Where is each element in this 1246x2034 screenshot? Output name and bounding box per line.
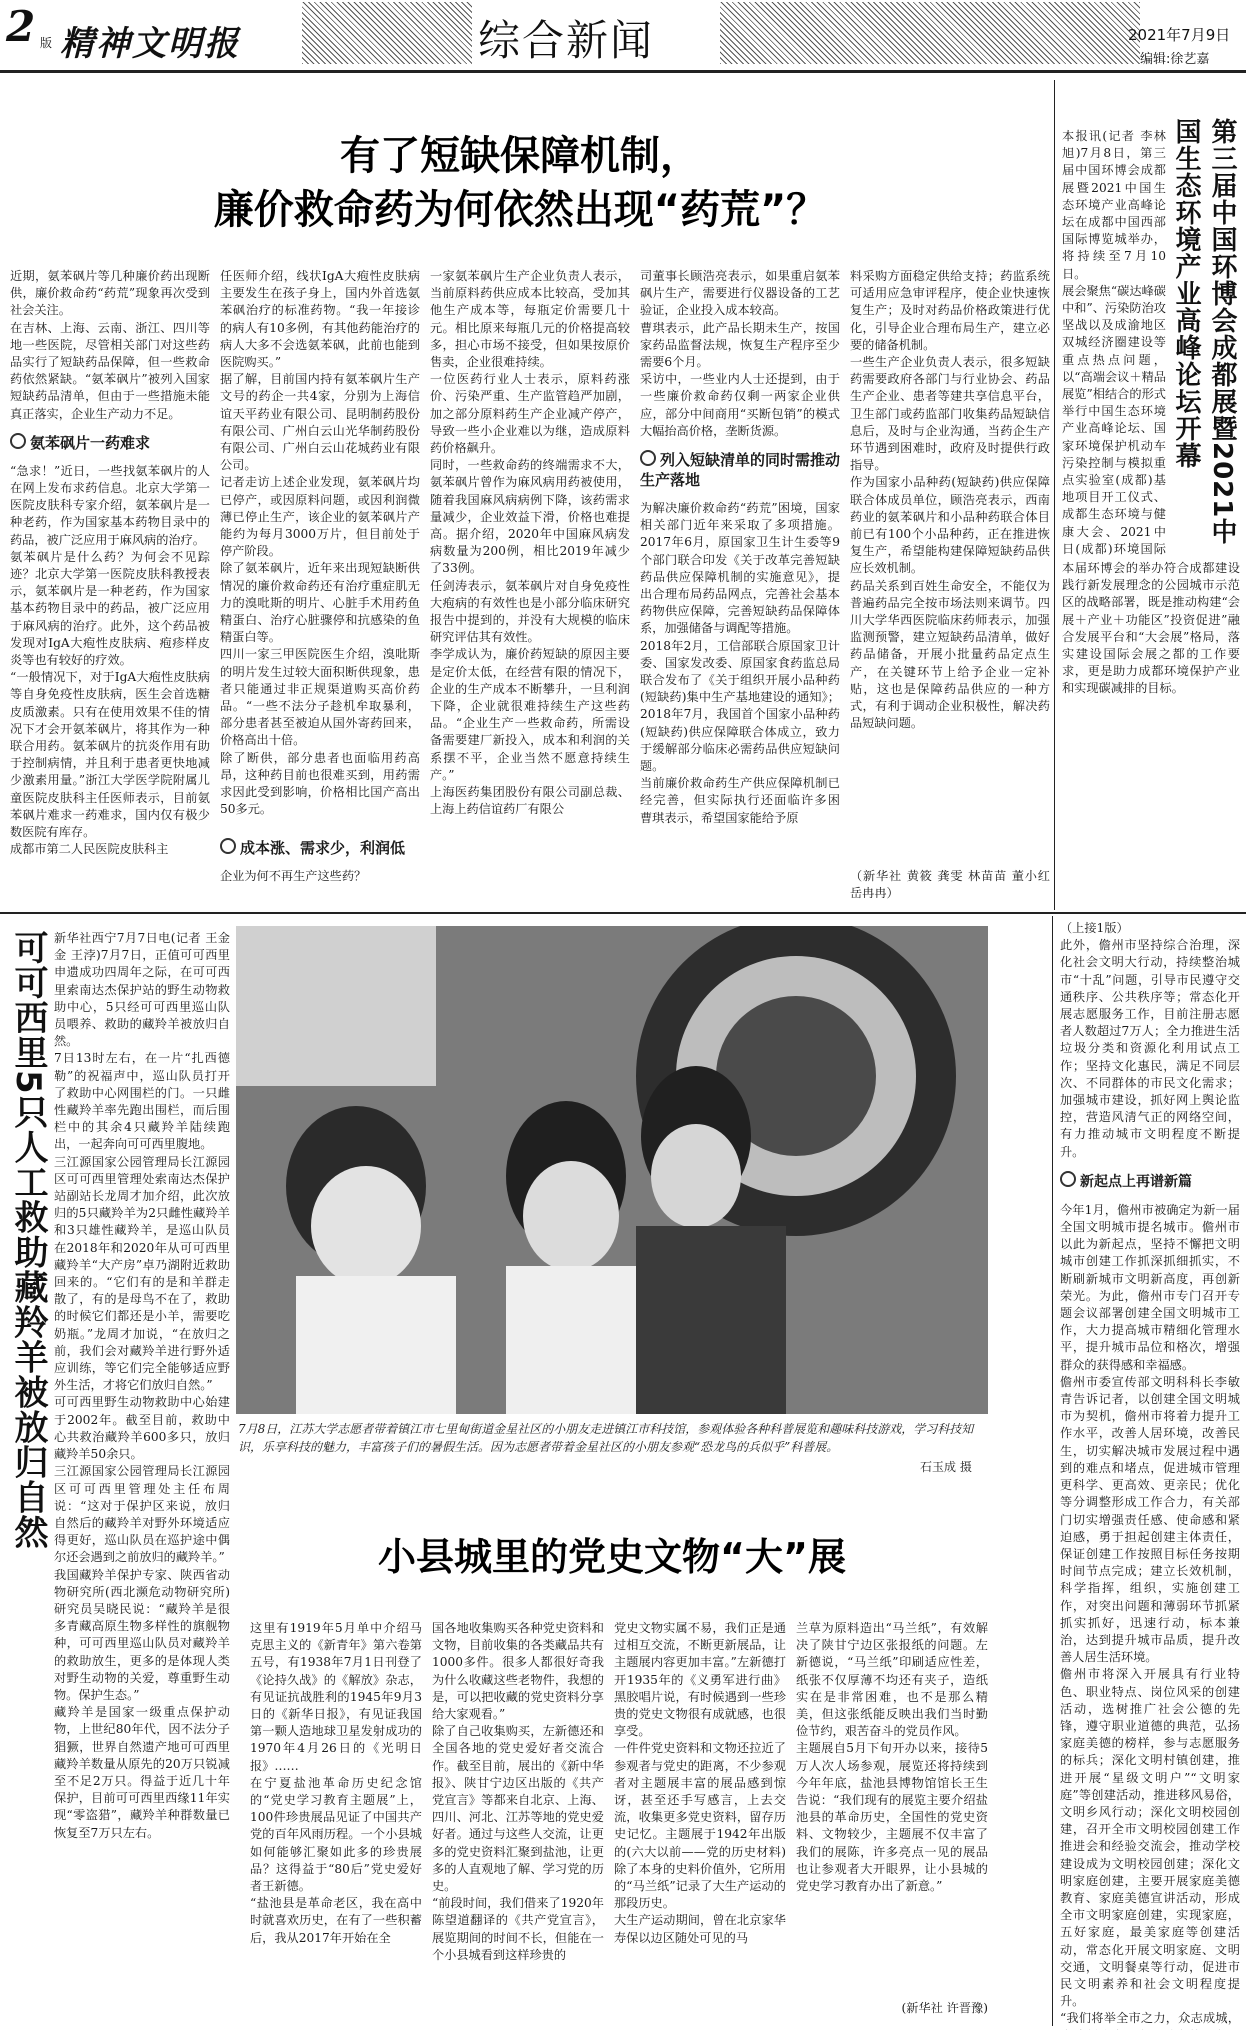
bullet-circle-icon [10, 433, 26, 449]
article1-headline-1: 有了短缺保障机制， [340, 133, 700, 179]
continued-subhead: 新起点上再谱新篇 [1060, 1171, 1240, 1192]
masthead [0, 0, 1246, 80]
article-left-body-text: 新华社西宁7月7日电(记者 王金金 王浡)7月7日，正值可可西里申遗成功四周年之际，在可可西里索南达杰保护站的野生动物救助中心，5只经可可西里巡山队员喂养、救助的藏羚羊被放归自然。 7日13时左右，在一片“扎西德勒”的祝福声中，巡山队员打开了救助中心网围栏的门。一只雌性藏羚羊率先跑出围栏，而后围栏中的其余4只藏羚羊陆续跑出，一起奔向可可西里腹地。 三江源国家公园管理局长江源园区可可西里管理处索南达杰保护站副站长龙周才加介绍，此次放归的5只藏羚羊为2只雌性藏羚羊和3只雄性藏羚羊，是巡山队员在2018年和2020年从可可西里藏羚羊“大产房”卓乃湖附近救助回来的。“它们有的是和羊群走散了，有的是母鸟不在了，救助的时候它们都还是小羊，需要吃奶瓶。”龙周才加说，“在放归之前，我们会对藏羚羊进行野外适应训练，等它们完全能够适应野外生活，才将它们放归自然。” 可可西里野生动物救助中心始建于2002年。截至目前，救助中心共救治藏羚羊600多只，放归藏羚羊50余只。 三江源国家公园管理局长江源园区可可西里管理处主任布周说：“这对于保护区来说，放归自然后的藏羚羊对野外环境适应得更好，巡山队员在巡护途中偶尔还会遇到之前放归的藏羚羊。” 我国藏羚羊保护专家、陕西省动物研究所(西北濒危动物研究所)研究员吴晓民说：“藏羚羊是很多青藏高原生物多样性的旗舰物种，可可西里巡山队员对藏羚羊的救助放生，更多的是体现人类对野生动物的关爱，尊重野生动物。保护生态。” 藏羚羊是国家一级重点保护动物，上世纪80年代，因不法分子猖獗，世界自然遗产地可可西里藏羚羊数量从原先的20万只锐减至不足2万只。得益于近几十年保护，目前可可西里西缘11年实现“零盗猎”，藏羚羊种群数量已恢复至7万只左右。 [54, 931, 230, 1840]
bullet-circle-icon [1060, 1171, 1076, 1187]
article1-col1-text: 近期，氨苯砜片等几种廉价药出现断供，廉价救命药“药荒”现象再次受到社会关注。 在吉林、上海、云南、浙江、四川等地一些医院，尽管相关部门对这些药品实行了短缺药品保障，但一些救命药依然紧缺。“氨苯砜片”被列入国家短缺药品清单，但由于一些措施未能真正落实，企业生产动力不足。 [10, 269, 210, 421]
section-banner-right-bg [720, 2, 1140, 64]
bullet-circle-icon [220, 838, 236, 854]
article1-headline-2: 廉价救命药为何依然出现“药荒”？ [213, 187, 827, 233]
article3-col4-text: 兰草为原料造出“马兰纸”，有效解决了陕甘宁边区张报纸的问题。左新德说，“马兰纸”印刷适应性差，纸张不仅厚薄不均还有夹子，造纸实在是非常困难，也不是那么精美，但这张纸能反映出我们当时勤俭节约，艰苦奋斗的党员作风。 主题展自5月下旬开办以来，接待5万人次人场参观，展览还将持续到今年年底，盐池县博物馆馆长王生告说：“我们现有的展览主要介绍盐池县的革命历史，全国性的党史资料、文物较少，主题展不仅丰富了我们的展陈，许多亮点一见的展品也让参观者大开眼界，让小县城的党史学习教育办出了新意。” [796, 1621, 988, 1894]
article3-col1-text: 这里有1919年5月单中介绍马克思主义的《新青年》第六卷第五号，有1938年7月1日刊登了《论持久战》的《解放》杂志，有见证抗战胜利的1945年9月3日的《新华日报》，有见证我国第一颗人造地球卫星发射成功的1970年4月26日的《光明日报》…… 在宁夏盐池革命历史纪念馆的“党史学习教育主题展”上，100件珍贵展品见证了中国共产党的百年风雨历程。一个小县城如何能够汇聚如此多的珍贵展品？这得益于“80后”党史爱好者王新德。 “盐池县是革命老区，我在高中时就喜欢历史，在有了一些积蓄后，我从2017年开始在全 [250, 1621, 422, 1945]
continued-body: 此外，儋州市坚持综合治理，深化社会文明大行动，持续整治城市“十乱”问题，引导市民遵守交通秩序、公共秩序等；常态化开展志愿服务工作，目前注册志愿者人数超过7万人；全力推进生活垃圾分类和资源化利用试点工作；坚持文化惠民，满足不同层次、不同群体的市民文化需求；加强城市建设，抓好网上舆论监控，营造风清气正的网络空间，有力推动城市文明程度不断提升。 [1060, 938, 1240, 1159]
issue-date: 2021年7月9日 [1128, 26, 1231, 44]
article1-col5 [850, 268, 1050, 918]
page-suffix: 版 [40, 36, 53, 50]
article3-col4 [796, 1620, 988, 2030]
article1-col2-text: 任医师介绍，线状IgA大疱性皮肤病主要发生在孩子身上，国内外首选氨苯砜治疗的标准药物。“我一年接诊的病人有10多例，有其他药能治疗的病人大多不会选氨苯砜，此前也能到医院购买。” 据了解，目前国内持有氨苯砜片生产文号的药企一共4家，分别为上海信谊天平药业有限公司、昆明制药股份有限公司、广州白云山光华制药股份有限公司、广州白云山花城药业有限公司。 记者走访上述企业发现，氨苯砜片均已停产，或因原料问题，或因利润微薄已停止生产，该企业的氨苯砜片产能约为每月3000万片，但目前处于停产阶段。 除了氨苯砜片，近年来出现短缺断供情况的廉价救命药还有治疗重症肌无力的溴吡斯的明片、心脏手术用药鱼精蛋白、治疗心脏骤停和抗感染的鱼精蛋白等。 四川一家三甲医院医生介绍，溴吡斯的明片发生过较大面积断供现象，患者只能通过非正规渠道购买高价药品。“一些不法分子趁机牟取暴利，部分患者甚至被迫从国外寄药回来，价格高出十倍。 除了断供，部分患者也面临用药高昂，这种药目前也很难买到，用药需求因此受到影响，价格相比国产高出50多元。 [220, 269, 420, 817]
article1-subhead-3: 列入短缺清单的同时需推动生产落地 [640, 451, 840, 490]
article3-col2 [432, 1620, 604, 2030]
article3-col1 [250, 1620, 422, 2030]
article1-col2 [220, 268, 420, 918]
article1-col1 [10, 268, 210, 918]
sidebar-title: 第三届中国环博会成都展暨2021中国生态环境产业高峰论坛开幕 [1171, 118, 1237, 546]
sidebar-body-text: 本报讯(记者 李林旭)7月8日，第三届中国环博会成都展暨2021中国生态环境产业高峰论坛在成都中国西部国际博览城举办，将持续至7月10日。 展会聚焦“碳达峰碳中和”、污染防治攻坚战以及成渝地区双城经济圈建设等重点热点问题，以“高端会议＋精品展览”相结合的形式举行中国生态环境产业高峰论坛、国家环境保护机动车污染控制与模拟重点实验室(成都)基地项目开工仪式、成都生态环境与健康大会、2021中日(成都)环境国际 [1062, 129, 1166, 556]
article1-col4b-text: 为解决廉价救命药“药荒”困境，国家相关部门近年来采取了多项措施。2017年6月，原国家卫生计生委等9个部门联合印发《关于改革完善短缺药品供应保障机制的实施意见》，提出合理布局药品网点，完善社会基本药物供应保障，完善短缺药品保障体系，加强储备与调配等措施。 2018年2月，工信部联合原国家卫计委、国家发改委、原国家食药监总局联合发布了《关于组织开展小品种药(短缺药)集中生产基地建设的通知》；2018年7月，我国首个国家小品种药(短缺药)供应保障联合体成立，致力于缓解部分临床必需药品供应短缺问题。 当前廉价救命药生产供应保障机制已经完善，但实际执行还面临许多困 [640, 501, 840, 808]
photo-credit: 石玉成 摄 [920, 1460, 972, 1474]
photo-scene [236, 926, 988, 1414]
sidebar-divider [1054, 80, 1055, 910]
article1-subhead-2: 成本涨、需求少，利润低 [220, 838, 420, 858]
article-left-title: 可可西里5只人工救助藏羚羊被放归自然 [8, 930, 48, 1550]
sidebar-body-top [1062, 128, 1166, 558]
paper-name: 精神文明报 [60, 24, 240, 64]
article1-col5-text: 料采购方面稳定供给支持；药监系统可适用应急审评程序，使企业快速恢复生产；及时对药品价格政策进行优化，引导企业合理布局生产，建立必要的储备机制。 一些生产企业负责人表示，很多短缺药需要政府各部门与行业协会、药品生产企业、患者等建共享信息平台，卫生部门或药监部门收集药品短缺信息后，及时与企业沟通，当药企生产环节遇到困难时，政府及时提供行政指导。 作为国家小品种药(短缺药)供应保障联合体成员单位，顾浩亮表示，西南药业的氨苯砜片和小品种药联合体目前已有100个小品种药，正在推进恢复生产，希望能构建保障短缺药品供应长效机制。 药品关系到百姓生命安全，不能仅为普遍药品完全按市场法则来调节。四川大学华西医院临床药师表示，加强监测预警，建立短缺药品清单，做好药品储备，开展小批量药品定点生产，在关键环节上给予企业一定补贴，这也是保障药品供应的一种方式，有利于调动企业积极性，解决药品短缺问题。 [850, 269, 1050, 731]
masthead-rule [0, 70, 1246, 73]
article1-col4 [640, 268, 840, 918]
article1-col3 [430, 268, 630, 918]
article3-headline: 小县城里的党史文物“大”展 [378, 1535, 846, 1579]
continued-right [1060, 920, 1240, 2030]
article3-col3-text: 党史文物实属不易，我们正是通过相互交流，不断更新展品，让主题展内容更加丰富。”左新德打开1935年的《义勇军进行曲》黑胶唱片说，有时候遇到一些珍贵的党史文物很有成就感，也很享受。 一件件党史资料和文物还拉近了参观者与党史的距离，不少参观者对主题展丰富的展品感到惊讶，甚至还手写感言，上去交流，收集更多党史资料，留存历史记忆。主题展于1942年出版的(六大以前——党的历史材料)除了本身的史料价值外，它所用的“马兰纸”记录了大生产运动的那段历史。 大生产运动期间，曾在北京家华寿保以边区随处可见的马 [614, 1621, 786, 1945]
page-number: 2 [6, 2, 36, 51]
right-col-divider [1052, 916, 1053, 2026]
sidebar-body-cont: 本届环博会的举办符合成都建设践行新发展理念的公园城市示范区的战略部署，既是推动构建“会展＋产业＋功能区”投资促进”融合发展平台和“大会展”格局，落实建设国际会展之都的工作要求，更是助力成都环境保护产业和实现碳减排的目标。 [1062, 561, 1240, 696]
bullet-circle-icon [640, 450, 656, 466]
article1-col3-text: 一家氨苯砜片生产企业负责人表示，当前原料药供应成本比较高，受加其他生产成本等，每瓶定价需要几十元。相比原来每瓶几元的价格提高较多，担心市场不接受，但如果按原价售卖，企业很难持续。 一位医药行业人士表示，原料药涨价、污染严重、生产监管趋严加剧，加之部分原料药生产企业减产停产，导致一些小企业难以为继，造成原料药价格飙升。 同时，一些救命药的终端需求不大，氨苯砜片曾作为麻风病用药被使用，随着我国麻风病病例下降，该药需求量减少，企业效益下滑，价格也难提高。据介绍，2020年中国麻风病发病数量为200例，相比2019年减少了33例。 任剑涛表示，氨苯砜片对自身免疫性大疱病的有效性也是小部分临床研究报告中提到的，并没有大规模的临床研究评估其有效性。 李学成认为，廉价药短缺的原因主要是定价太低，在经营有限的情况下，企业的生产成本不断攀升，一旦利润下降，企业就很难持续生产这些药品。“企业生产一些救命药，所需设备需要建厂新投入，成本和利润的关系摆不平，企业当然不愿意持续生产。” 上海医药集团股份有限公司副总裁、上海上药信谊药厂有限公 [430, 269, 630, 817]
mid-rule [0, 912, 1246, 914]
photo-caption: 7月8日，江苏大学志愿者带着镇江市七里甸街道金星社区的小朋友走进镇江市科技馆，参观体验各种科普展览和趣味科技游戏，学习科技知识，乐享科技的魅力，丰富孩子们的暑假生活。因为志愿者带着金星社区的小朋友参观“恐龙鸟的兵似乎”科普展。 [238, 1422, 974, 1454]
section-banner-left-bg [302, 2, 472, 64]
continued-body2: 今年1月，儋州市被确定为新一届全国文明城市提名城市。儋州市以此为新起点，坚持不懈把文明城市创建工作抓深抓细抓实，不断刷新城市文明新高度，再创新荣光。为此，儋州市专门召开专题会议部署创建全国文明城市工作，大力提高城市精细化管理水平，提升城市品位和格次，增强群众的获得感和幸福感。 儋州市委宣传部文明科科长李敏青告诉记者，以创建全国文明城市为契机，儋州市将着力提升工作水平，改善人居环境，改善民生，切实解决城市发展过程中遇到的难点和堵点，促进城市管理更科学、更高效、更亲民；优化等分调整形成工作合力，有关部门切实增强责任感、使命感和紧迫感，勇于担起创建主体责任，保证创建工作按照目标任务按期时间节点完成；建立长效机制，科学指挥，组织，实施创建工作，对突出问题和薄弱环节抓紧抓实抓好，迅速行动，标本兼治，达到提升城市品质，提升改善人居生活环境。 儋州市将深入开展具有行业特色、职业特点、岗位风采的创建活动，选树推广社会公德的先锋，遵守职业道德的典范，弘扬家庭美德的榜样，参与志愿服务的标兵；深化文明村镇创建，推进开展“星级文明户”“文明家庭”等创建活动，推进移风易俗，文明乡风行动；深化文明校园创建，召开全市文明校园创建工作推进会和经验交流会，推动学校建设成为文明校园创建；深化文明家庭创建，主要开展家庭美德教育、家庭美德宣讲活动，形成全市文明家庭创建，实现家庭，五好家庭，最美家庭等创建活动，常态化开展文明家庭、文明交通，文明餐桌等行动，促进市民文明素养和社会文明程度提升。 “我们将举全市之力，众志成城， [1060, 1202, 1240, 2026]
article1-col4-text: 司董事长顾浩亮表示，如果重启氨苯砜片生产，需要进行仪器设备的工艺验证，企业投入成本较高。 曹琪表示，此产品长期未生产，按国家药品监督法规，恢复生产程序至少需要6个月。 采访中，一些业内人士还提到，由于一些廉价救命药仅剩一两家企业供应，部分中间商用“买断包销”的模式大幅抬高价格，垄断货源。 [640, 269, 840, 438]
editor: 编辑:徐艺嘉 [1140, 52, 1210, 67]
article1-col1b-text: “急求！”近日，一些找氨苯砜片的人在网上发布求药信息。北京大学第一医院皮肤科专家介绍，氨苯砜片是一种老药，作为国家基本药物目录中的药品，被广泛应用于麻风病的治疗。 氨苯砜片是什么药？为何会不见踪迹？北京大学第一医院皮肤科教授表示，氨苯砜片是一种老药，作为国家基本药物目录中的药品，被广泛应用于麻风病的治疗。此外，这个药品被发现对IgA大疱性皮肤病、疱疹样皮炎等也有较好的疗效。 “一般情况下，对于IgA大疱性皮肤病等自身免疫性皮肤病，医生会首选糖皮质激素。只有在使用效果不佳的情况下才会开氨苯砜片，将其作为一种联合用药。氨苯砜片的抗炎作用有助于控制病情，并且利于患者更快地减少激素用量。”浙江大学医学院附属儿童医院皮肤科主任医师表示，目前氨苯砜片难求一药难求，国内仅有极少数医院有库存。 成都市第二人民医院皮肤科主 [10, 463, 210, 857]
continued-note: （上接1版） [1060, 921, 1129, 935]
article1-subhead-1: 氨苯砜片一药难求 [10, 433, 210, 453]
article1-col5-sign: （新华社 黄筱 龚雯 林苗苗 董小红 岳冉冉） [850, 869, 1050, 901]
sidebar-body-bottom [1062, 560, 1240, 900]
article3-sign: (新华社 许晋豫) [901, 2001, 988, 2015]
section-title: 综合新闻 [478, 16, 655, 65]
news-photo [236, 926, 988, 1414]
article1-col2b-text: 企业为何不再生产这些药？ [220, 869, 367, 883]
article3-col2-text: 国各地收集购买各种党史资料和文物，目前收集的各类藏品共有1000多件。很多人都很好奇我为什么收藏这些老物件，我想的是，可以把收藏的党史资料分享给大家观看。” 除了自己收集购买，左新德还和全国各地的党史爱好者交流合作。截至目前，展出的《新中华报》、陕甘宁边区出版的《共产党宣言》等都来自北京、上海、四川、河北、江苏等地的党史爱好者。通过与这些人交流，让更多的党史资料汇聚到盐池，让更多的人直观地了解、学习党的历史。 “前段时间，我们借来了1920年陈望道翻译的《共产党宣言》，展览期间的时间不长，但能在一个小县城看到这样珍贵的 [432, 1621, 604, 1962]
article3-col3 [614, 1620, 786, 2030]
article-left-body [54, 930, 230, 2030]
article1-col4c-text: 曹琪表示，希望国家能给予原 [640, 811, 799, 826]
